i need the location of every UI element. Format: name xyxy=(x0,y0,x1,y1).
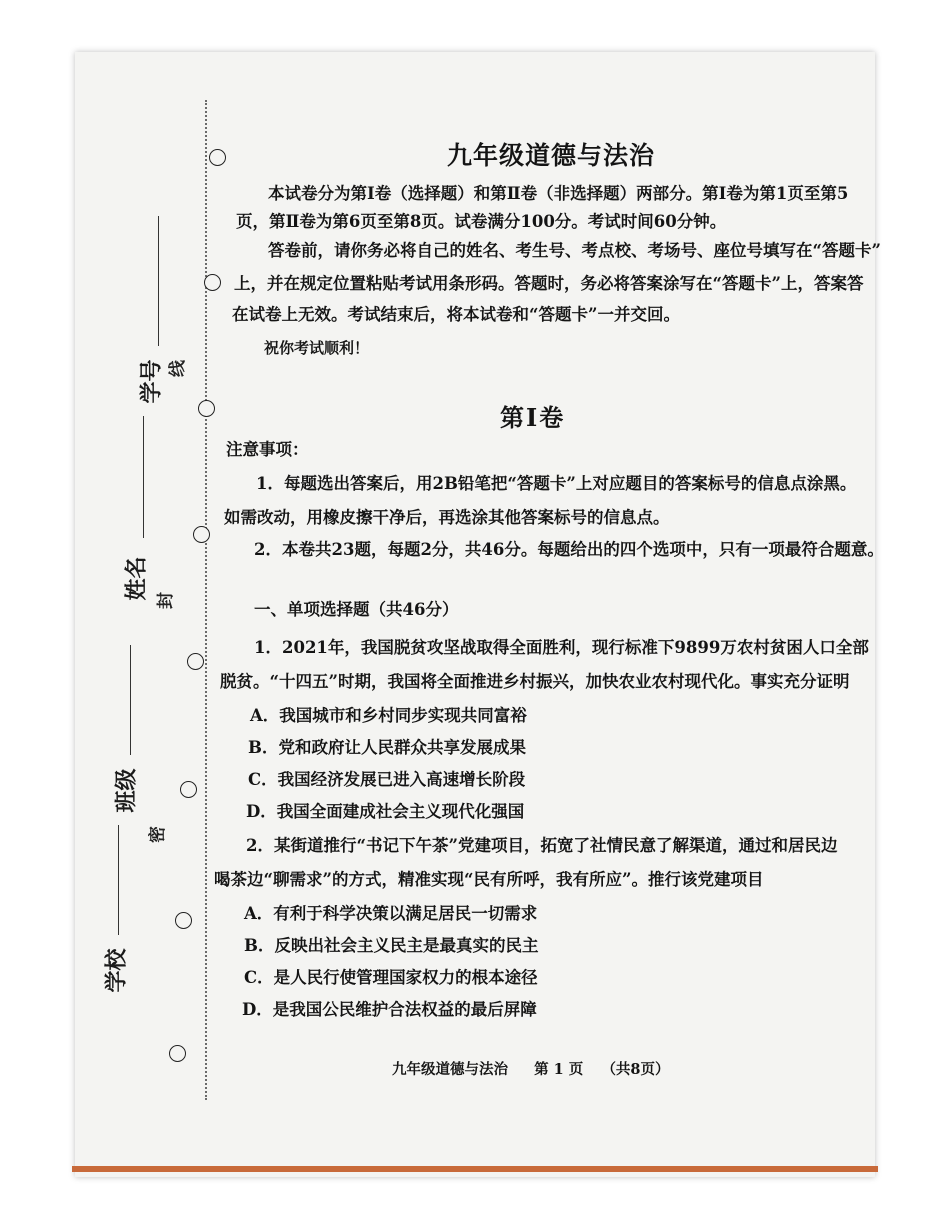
footer-total: （共8页） xyxy=(601,1061,670,1078)
binding-hole xyxy=(187,653,204,670)
number-label: 学号 xyxy=(138,359,165,404)
page-footer xyxy=(392,1058,670,1079)
q1-stem-line1: 1．2021年，我国脱贫攻坚战取得全面胜利，现行标准下9899万农村贫困人口全部 xyxy=(254,638,869,657)
note-1-line1: 1．每题选出答案后，用2B铅笔把“答题卡”上对应题目的答案标号的信息点涂黑。 xyxy=(256,474,857,493)
q2-option-c: C．是人民行使管理国家权力的根本途径 xyxy=(244,968,538,987)
note-1-line2: 如需改动，用橡皮擦干净后，再选涂其他答案标号的信息点。 xyxy=(224,508,670,527)
class-label: 班级 xyxy=(113,768,140,813)
binding-dotted-line xyxy=(205,100,207,1100)
q1-option-a: A．我国城市和乡村同步实现共同富裕 xyxy=(250,706,527,725)
binding-hole xyxy=(175,912,192,929)
notes-heading: 注意事项： xyxy=(226,440,309,459)
exam-title: 九年级道德与法治 xyxy=(447,141,656,170)
q1-option-d: D．我国全面建成社会主义现代化强国 xyxy=(246,802,525,821)
binding-hole xyxy=(169,1045,186,1062)
q1-option-b: B．党和政府让人民群众共享发展成果 xyxy=(248,738,526,757)
binding-hole xyxy=(209,149,226,166)
section-title: 第Ⅰ卷 xyxy=(500,403,566,432)
table-edge xyxy=(72,1166,878,1172)
class-fill-line xyxy=(130,645,131,755)
intro-p2-line1: 答卷前，请你务必将自己的姓名、考生号、考点校、考场号、座位号填写在“答题卡” xyxy=(268,241,881,260)
name-fill-line xyxy=(143,416,144,538)
intro-p1-line1: 本试卷分为第Ⅰ卷（选择题）和第Ⅱ卷（非选择题）两部分。第Ⅰ卷为第1页至第5 xyxy=(268,184,849,203)
footer-subject: 九年级道德与法治 xyxy=(392,1061,508,1078)
school-label: 学校 xyxy=(103,948,130,993)
q2-option-a: A．有利于科学决策以满足居民一切需求 xyxy=(244,904,538,923)
intro-p1-line2: 页，第Ⅱ卷为第6页至第8页。试卷满分100分。考试时间60分钟。 xyxy=(236,212,727,231)
school-fill-line xyxy=(118,825,119,935)
q2-stem-line2: 喝茶边“聊需求”的方式，精准实现“民有所呼，我有所应”。推行该党建项目 xyxy=(214,870,764,889)
xian-mark: 线 xyxy=(168,360,188,377)
intro-p2-line2: 上，并在规定位置粘贴考试用条形码。答题时，务必将答案涂写在“答题卡”上，答案答 xyxy=(234,274,864,293)
feng-mark: 封 xyxy=(156,592,176,609)
note-2: 2．本卷共23题，每题2分，共46分。每题给出的四个选项中，只有一项最符合题意。 xyxy=(254,540,884,559)
part-one-heading: 一、单项选择题（共46分） xyxy=(254,600,459,619)
footer-page: 第 1 页 xyxy=(534,1061,584,1078)
number-fill-line xyxy=(158,216,159,346)
q2-stem-line1: 2．某街道推行“书记下午茶”党建项目，拓宽了社情民意了解渠道，通过和居民边 xyxy=(246,836,838,855)
name-label: 姓名 xyxy=(123,556,150,601)
mi-mark: 密 xyxy=(148,826,168,843)
q2-option-b: B．反映出社会主义民主是最真实的民主 xyxy=(244,936,539,955)
q1-option-c: C．我国经济发展已进入高速增长阶段 xyxy=(248,770,526,789)
intro-wish: 祝你考试顺利！ xyxy=(264,339,370,357)
binding-hole xyxy=(204,274,221,291)
binding-hole xyxy=(180,781,197,798)
q1-stem-line2: 脱贫。“十四五”时期，我国将全面推进乡村振兴，加快农业农村现代化。事实充分证明 xyxy=(220,672,850,691)
intro-p2-line3: 在试卷上无效。考试结束后，将本试卷和“答题卡”一并交回。 xyxy=(232,305,680,324)
binding-hole xyxy=(193,526,210,543)
binding-hole xyxy=(198,400,215,417)
q2-option-d: D．是我国公民维护合法权益的最后屏障 xyxy=(242,1000,537,1019)
